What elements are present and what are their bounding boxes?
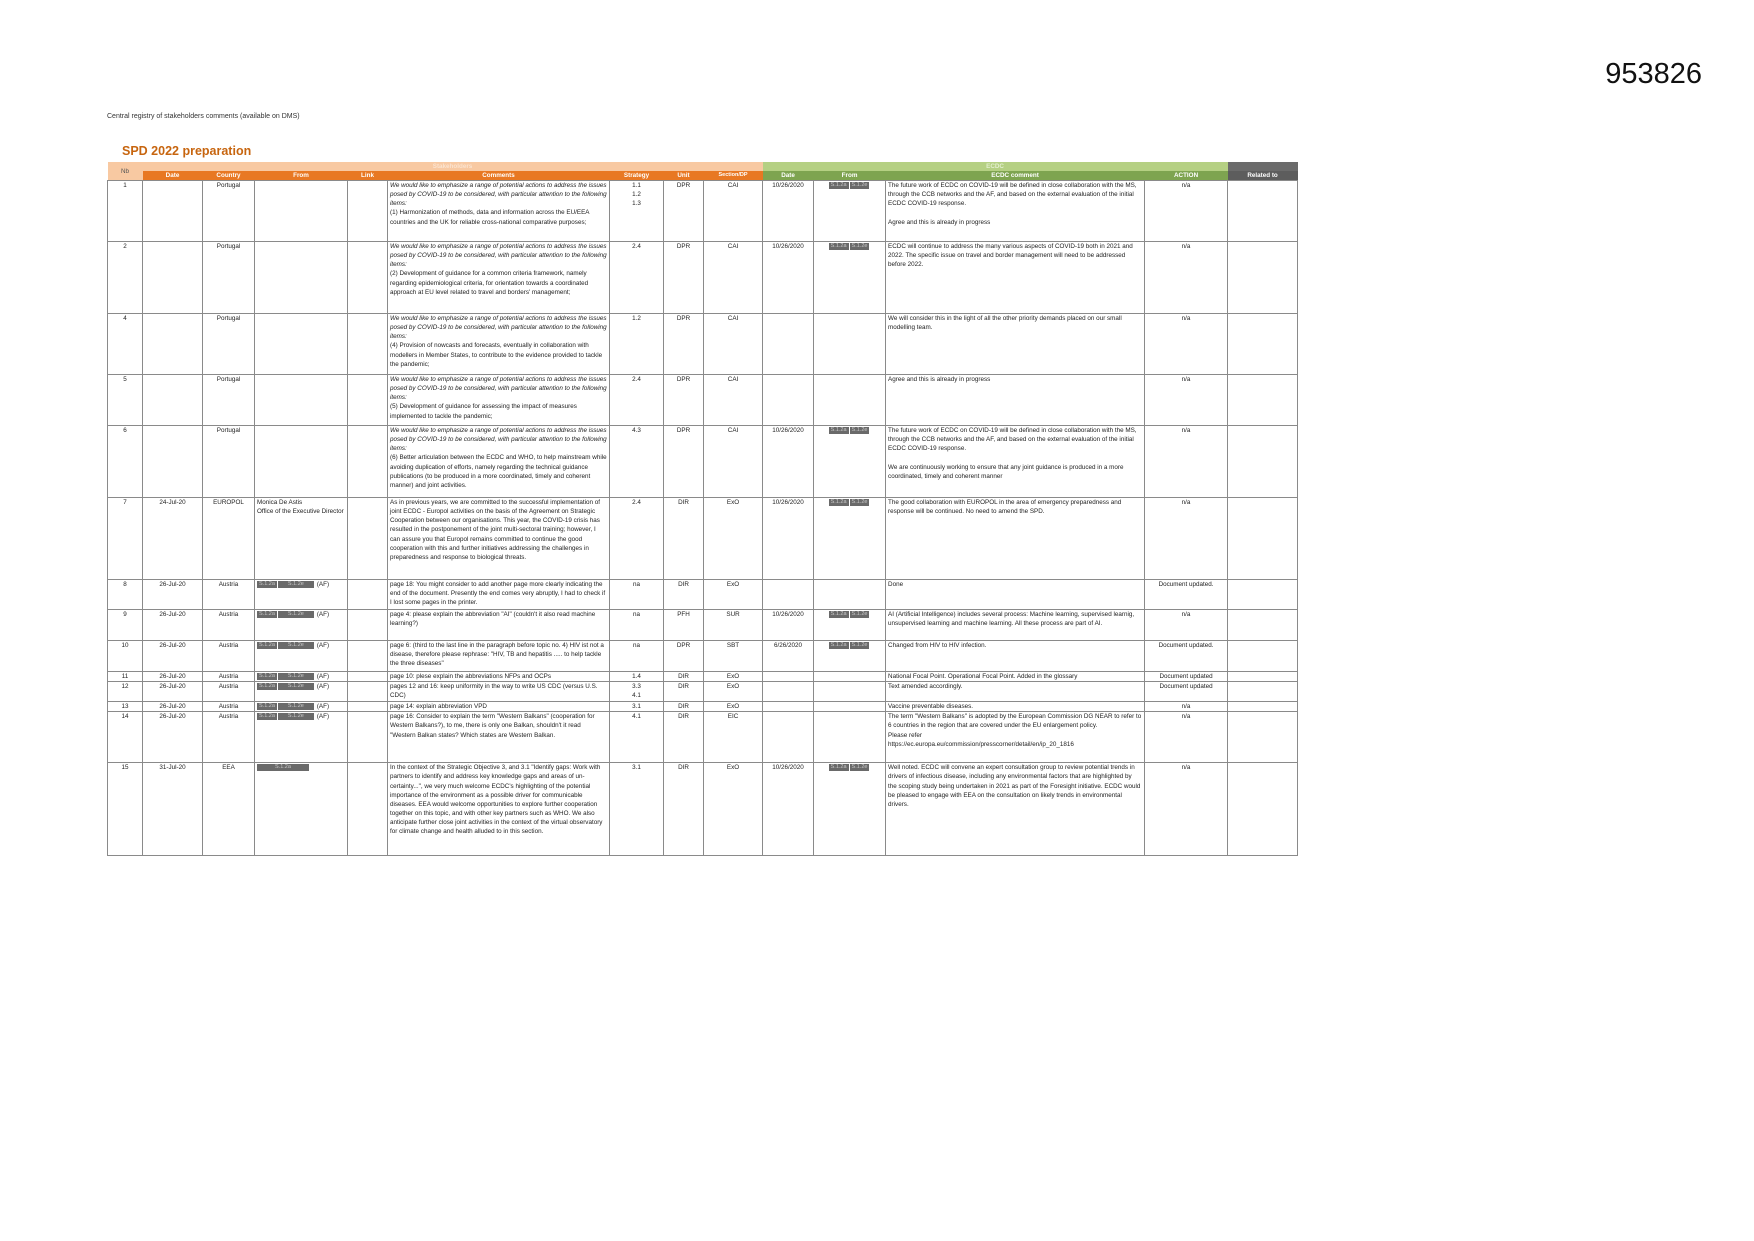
row-unit: DPR <box>664 641 704 672</box>
row-related <box>1228 682 1298 702</box>
row-action: n/a <box>1145 712 1228 763</box>
row-related <box>1228 314 1298 375</box>
row-section: ExO <box>704 682 763 702</box>
row-action: n/a <box>1145 498 1228 580</box>
row-comment <box>388 641 610 672</box>
row-ecdc-from <box>814 181 886 242</box>
header-unit: Unit <box>664 171 704 181</box>
redaction-box: S.1.2e <box>851 242 868 249</box>
row-unit: DIR <box>664 580 704 610</box>
row-from <box>255 610 348 641</box>
row-date <box>143 181 203 242</box>
row-nb: 14 <box>108 712 143 763</box>
redaction-box: S.1.2e <box>278 703 314 710</box>
row-section: ExO <box>704 580 763 610</box>
row-section: CAI <box>704 375 763 426</box>
row-from <box>255 314 348 375</box>
row-country: EUROPOL <box>203 498 255 580</box>
row-date <box>143 242 203 314</box>
table-row <box>108 641 1298 672</box>
header-ecdc-date: Date <box>763 171 814 181</box>
comment-intro: We would like to emphasize a range of potential actions to address the issues posed by COVID-19 to be considered, with particular attention to the following items: <box>390 376 607 402</box>
comment-body: (2) Development of guidance for a common criteria framework, namely regarding epidemiological criteria, for orientation towards a coordinated approach at EU level related to travel and borders' management; <box>390 270 589 296</box>
from-af-label: (AF) <box>316 683 330 691</box>
header-ecdc-from: From <box>814 171 886 181</box>
row-link <box>348 314 388 375</box>
row-action: Document updated. <box>1145 641 1228 672</box>
header-ecdc-comment: ECDC comment <box>886 171 1145 181</box>
row-action: n/a <box>1145 314 1228 375</box>
row-action: n/a <box>1145 426 1228 498</box>
redaction-box: S.1.2e <box>278 642 314 649</box>
row-country: EEA <box>203 763 255 856</box>
row-comment <box>388 763 610 856</box>
row-date: 26-Jul-20 <box>143 610 203 641</box>
row-link <box>348 641 388 672</box>
row-country: Austria <box>203 580 255 610</box>
row-comment <box>388 181 610 242</box>
comment-body: (1) Harmonization of methods, data and information across the EU/EEA countries and the UK for reliable cross-national comparative purposes; <box>390 209 590 226</box>
row-unit: DIR <box>664 498 704 580</box>
row-action: n/a <box>1145 242 1228 314</box>
table-row <box>108 242 1298 314</box>
row-ecdc-comment: ECDC will continue to address the many various aspects of COVID-19 both in 2021 and 2022. The specific issue on travel and border management will need to be addressed before 2022. <box>886 242 1145 314</box>
row-country: Austria <box>203 672 255 682</box>
header-action: ACTION <box>1145 171 1228 181</box>
row-comment <box>388 498 610 580</box>
header-nb: Nb <box>108 162 143 181</box>
from-af-label: (AF) <box>316 713 330 721</box>
row-ecdc-comment: Well noted. ECDC will convene an expert consultation group to review potential trends in drivers of infectious disease, including any environmental factors that are highlighted by the scoping study being undertaken in 2021 as part of the Foresight initiative. ECDC would be pleased to engage with EEA on the consultation on likely trends in environmental drivers. <box>886 763 1145 856</box>
row-nb: 10 <box>108 641 143 672</box>
row-ecdc-comment: Done <box>886 580 1145 610</box>
row-action: Document updated <box>1145 672 1228 682</box>
page-title: SPD 2022 preparation <box>122 144 252 158</box>
row-unit: DIR <box>664 712 704 763</box>
table-row <box>108 426 1298 498</box>
row-country: Austria <box>203 712 255 763</box>
row-section: ExO <box>704 672 763 682</box>
row-ecdc-comment: Changed from HIV to HIV infection. <box>886 641 1145 672</box>
row-comment <box>388 682 610 702</box>
row-comment <box>388 242 610 314</box>
row-ecdc-comment: National Focal Point. Operational Focal Point. Added in the glossary <box>886 672 1145 682</box>
table-row <box>108 712 1298 763</box>
row-strategy: na <box>610 580 664 610</box>
row-country: Portugal <box>203 375 255 426</box>
row-nb: 6 <box>108 426 143 498</box>
row-from: Monica De Astis Office of the Executive Director <box>255 498 348 580</box>
row-ecdc-date: 10/26/2020 <box>763 610 814 641</box>
row-country: Austria <box>203 702 255 712</box>
row-section: ExO <box>704 498 763 580</box>
row-action: Document updated <box>1145 682 1228 702</box>
row-from <box>255 242 348 314</box>
row-comment <box>388 610 610 641</box>
row-ecdc-comment: The good collaboration with EUROPOL in the area of emergency preparedness and response will be continued. No need to amend the SPD. <box>886 498 1145 580</box>
row-from <box>255 672 348 682</box>
header-group-related <box>1228 162 1298 171</box>
registry-subtitle: Central registry of stakeholders comments (available on DMS) <box>107 113 300 120</box>
row-from <box>255 712 348 763</box>
row-comment <box>388 314 610 375</box>
row-link <box>348 375 388 426</box>
redaction-box: S.1.2e <box>851 181 868 188</box>
redaction-box: S.1.2e <box>278 713 314 720</box>
table-row <box>108 682 1298 702</box>
row-date: 26-Jul-20 <box>143 580 203 610</box>
row-date <box>143 426 203 498</box>
from-af-label: (AF) <box>316 673 330 680</box>
row-ecdc-from <box>814 712 886 763</box>
row-ecdc-date: 10/26/2020 <box>763 181 814 242</box>
row-link <box>348 426 388 498</box>
table-body <box>108 181 1298 856</box>
row-nb: 5 <box>108 375 143 426</box>
row-from <box>255 375 348 426</box>
row-related <box>1228 426 1298 498</box>
row-related <box>1228 712 1298 763</box>
header-group-ecdc: ECDC <box>763 162 1228 171</box>
table-row <box>108 610 1298 641</box>
table-row <box>108 580 1298 610</box>
row-ecdc-comment: Agree and this is already in progress <box>886 375 1145 426</box>
row-date: 26-Jul-20 <box>143 682 203 702</box>
row-section: SUR <box>704 610 763 641</box>
row-section: CAI <box>704 314 763 375</box>
comment-body: page 6: (third to the last line in the paragraph before topic no. 4) HIV ist not a disease, therefore please rephrase: "HIV, TB and hepatitis ..... to help tackle the three diseases" <box>390 642 604 668</box>
row-comment <box>388 580 610 610</box>
row-date <box>143 314 203 375</box>
redaction-box: S.1.2a <box>830 641 847 648</box>
row-ecdc-from <box>814 610 886 641</box>
row-ecdc-comment: Vaccine preventable diseases. <box>886 702 1145 712</box>
row-strategy: 4.1 <box>610 712 664 763</box>
row-strategy: 2.4 <box>610 242 664 314</box>
redaction-box: S.1.2a <box>259 672 275 679</box>
comment-body: page 10: plese explain the abbreviations NFPs and OCPs <box>390 673 552 680</box>
row-ecdc-comment: We will consider this in the light of all the other priority demands placed on our small modelling team. <box>886 314 1145 375</box>
row-strategy: 1.2 <box>610 314 664 375</box>
redaction-box: S.1.2a <box>830 426 847 433</box>
redaction-box: S.1.2a <box>830 242 847 249</box>
row-country: Portugal <box>203 314 255 375</box>
row-ecdc-date <box>763 314 814 375</box>
comment-body: page 16: Consider to explain the term "Western Balkans" (cooperation for Western Balkans?), to me, there is only one Balkan, shouldn't it read "Western Balkan states? Which states are Western Balkan. <box>390 713 595 739</box>
row-date: 26-Jul-20 <box>143 672 203 682</box>
redaction-box: S.1.2e <box>851 641 868 648</box>
comments-table <box>107 162 1298 856</box>
redaction-box: S.1.2e <box>278 611 314 618</box>
row-related <box>1228 763 1298 856</box>
row-link <box>348 682 388 702</box>
comment-body: page 18: You might consider to add another page more clearly indicating the end of the document. Presently the end comes very abruptly, I had to check if I lost some pages in the printer. <box>390 581 606 607</box>
document-number: 953826 <box>1605 58 1702 90</box>
row-nb: 2 <box>108 242 143 314</box>
comment-body: pages 12 and 16: keep uniformity in the way to write US CDC (versus U.S. CDC) <box>390 683 598 700</box>
from-af-label: (AF) <box>316 581 330 588</box>
redaction-box: S.1.2e <box>278 683 314 690</box>
redaction-box: S.1.2e <box>851 764 868 771</box>
row-ecdc-from <box>814 682 886 702</box>
header-group-stakeholders: Stakeholders <box>143 162 763 171</box>
row-strategy: 2.4 <box>610 375 664 426</box>
row-nb: 15 <box>108 763 143 856</box>
row-unit: DPR <box>664 181 704 242</box>
table-row <box>108 375 1298 426</box>
row-action: Document updated. <box>1145 580 1228 610</box>
header-from: From <box>255 171 348 181</box>
comment-body: In the context of the Strategic Objective 3, and 3.1 "Identify gaps: Work with partners to identify and address key knowledge gaps and areas of un-certainty...", we very much welcome ECDC's highlighting of the potential importance of the environment as a possible driver for communicable diseases. EEA would welcome opportunities to explore further cooperation together on this topic, and with other key partners such as WHO. We also anticipate further close joint activities in the context of the virtual observatory for climate change and health alluded to in this section. <box>390 764 603 836</box>
row-ecdc-from <box>814 242 886 314</box>
row-ecdc-date <box>763 672 814 682</box>
row-related <box>1228 181 1298 242</box>
header-link: Link <box>348 171 388 181</box>
row-date: 31-Jul-20 <box>143 763 203 856</box>
row-action: n/a <box>1145 610 1228 641</box>
redaction-box: S.1.2a <box>259 682 275 689</box>
table-row <box>108 181 1298 242</box>
row-related <box>1228 580 1298 610</box>
row-ecdc-from <box>814 763 886 856</box>
row-unit: DPR <box>664 426 704 498</box>
row-action: n/a <box>1145 702 1228 712</box>
row-from <box>255 702 348 712</box>
row-ecdc-from <box>814 672 886 682</box>
row-ecdc-from <box>814 426 886 498</box>
row-date: 26-Jul-20 <box>143 641 203 672</box>
row-section: SBT <box>704 641 763 672</box>
row-unit: DIR <box>664 702 704 712</box>
row-nb: 7 <box>108 498 143 580</box>
row-ecdc-from <box>814 641 886 672</box>
redaction-box: S.1.2e <box>278 581 314 588</box>
row-unit: DIR <box>664 763 704 856</box>
header-related: Related to <box>1228 171 1298 181</box>
row-from <box>255 426 348 498</box>
redaction-box: S.1.2a <box>259 641 275 648</box>
row-unit: DIR <box>664 682 704 702</box>
row-from <box>255 763 348 856</box>
row-ecdc-date <box>763 580 814 610</box>
row-related <box>1228 702 1298 712</box>
row-ecdc-date: 6/26/2020 <box>763 641 814 672</box>
comment-body: (6) Better articulation between the ECDC and WHO, to help mainstream while avoiding duplication of efforts, namely regarding the technical guidance publications (to be produced in a more coordinated, timely and coherent manner) and joint activities. <box>390 454 607 489</box>
row-nb: 4 <box>108 314 143 375</box>
redaction-box: S.1.2a <box>259 713 275 720</box>
row-ecdc-from <box>814 314 886 375</box>
row-country: Austria <box>203 682 255 702</box>
row-strategy: 4.3 <box>610 426 664 498</box>
row-ecdc-from <box>814 580 886 610</box>
row-related <box>1228 641 1298 672</box>
row-comment <box>388 712 610 763</box>
row-related <box>1228 375 1298 426</box>
redaction-box: S.1.2e <box>851 610 868 617</box>
row-link <box>348 702 388 712</box>
from-af-label: (AF) <box>316 703 330 711</box>
redaction-box: S.1.2a <box>830 764 847 771</box>
comment-body: (4) Provision of nowcasts and forecasts, eventually in collaboration with modellers in Member States, to contribute to the evidence provided to tackle the pandemic; <box>390 342 603 368</box>
row-unit: PFH <box>664 610 704 641</box>
comment-body: page 14: explain abbreviation VPD <box>390 703 487 711</box>
header-section: Section/DP <box>704 171 763 181</box>
row-section: EIC <box>704 712 763 763</box>
row-related <box>1228 610 1298 641</box>
row-comment <box>388 375 610 426</box>
row-country: Austria <box>203 610 255 641</box>
row-nb: 13 <box>108 702 143 712</box>
table-row <box>108 672 1298 682</box>
table-row <box>108 498 1298 580</box>
row-link <box>348 763 388 856</box>
row-country: Portugal <box>203 242 255 314</box>
row-link <box>348 242 388 314</box>
row-link <box>348 498 388 580</box>
row-country: Portugal <box>203 181 255 242</box>
row-date: 24-Jul-20 <box>143 498 203 580</box>
row-action: n/a <box>1145 375 1228 426</box>
comment-intro: We would like to emphasize a range of potential actions to address the issues posed by COVID-19 to be considered, with particular attention to the following items: <box>390 182 607 208</box>
from-af-label: (AF) <box>316 611 330 618</box>
row-from <box>255 641 348 672</box>
row-strategy: 3.1 <box>610 763 664 856</box>
row-ecdc-comment: The future work of ECDC on COVID-19 will be defined in close collaboration with the MS, through the CCB networks and the AF, and based on the external evaluation of the initial ECDC COVID-19 response. Agree and this is already in progress <box>886 181 1145 242</box>
table-row <box>108 702 1298 712</box>
comment-body: (5) Development of guidance for assessing the impact of measures implemented to tackle the pandemic; <box>390 403 577 420</box>
row-ecdc-from <box>814 375 886 426</box>
row-strategy: 3.3 4.1 <box>610 682 664 702</box>
comment-body: As in previous years, we are committed to the successful implementation of joint ECDC - Europol activities on the basis of the Agreement on Strategic Cooperation between our organisations. This year, the COVID-19 crisis has resulted in the postponement of the joint multi-sectoral training; however, I can assure you that Europol remains committed to continue the good cooperation with this and further initiatives addressing the challenges in preparedness and response to biological threats. <box>390 499 600 561</box>
header-strategy: Strategy <box>610 171 664 181</box>
row-unit: DIR <box>664 672 704 682</box>
table-row <box>108 314 1298 375</box>
row-link <box>348 580 388 610</box>
from-af-label: (AF) <box>316 642 330 649</box>
row-nb: 8 <box>108 580 143 610</box>
row-strategy: 1.1 1.2 1.3 <box>610 181 664 242</box>
row-ecdc-date <box>763 712 814 763</box>
redaction-box: S.1.2a <box>257 764 309 771</box>
row-from <box>255 682 348 702</box>
row-section: CAI <box>704 426 763 498</box>
row-from <box>255 580 348 610</box>
row-date: 26-Jul-20 <box>143 702 203 712</box>
row-ecdc-date <box>763 375 814 426</box>
row-comment <box>388 426 610 498</box>
comment-intro: We would like to emphasize a range of potential actions to address the issues posed by COVID-19 to be considered, with particular attention to the following items: <box>390 243 607 269</box>
header-country: Country <box>203 171 255 181</box>
row-ecdc-comment: AI (Artificial Intelligence) includes several process: Machine learning, supervised learnig, unsupervised learning and machine learning. All these process are part of AI. <box>886 610 1145 641</box>
row-ecdc-date: 10/26/2020 <box>763 763 814 856</box>
row-comment <box>388 702 610 712</box>
row-action: n/a <box>1145 763 1228 856</box>
row-strategy: 1.4 <box>610 672 664 682</box>
header-date: Date <box>143 171 203 181</box>
row-unit: DPR <box>664 375 704 426</box>
row-ecdc-date: 10/26/2020 <box>763 426 814 498</box>
row-strategy: na <box>610 641 664 672</box>
redaction-box: S.1.2a <box>830 181 847 188</box>
row-ecdc-date: 10/26/2020 <box>763 242 814 314</box>
row-section: ExO <box>704 702 763 712</box>
row-nb: 1 <box>108 181 143 242</box>
row-related <box>1228 498 1298 580</box>
redaction-box: S.1.2a <box>259 580 275 587</box>
row-action: n/a <box>1145 181 1228 242</box>
comment-intro: We would like to emphasize a range of potential actions to address the issues posed by COVID-19 to be considered, with particular attention to the following items: <box>390 315 607 341</box>
row-unit: DPR <box>664 314 704 375</box>
row-comment <box>388 672 610 682</box>
row-nb: 12 <box>108 682 143 702</box>
row-nb: 9 <box>108 610 143 641</box>
row-strategy: na <box>610 610 664 641</box>
row-nb: 11 <box>108 672 143 682</box>
table-row <box>108 763 1298 856</box>
row-ecdc-date: 10/26/2020 <box>763 498 814 580</box>
comment-intro: We would like to emphasize a range of potential actions to address the issues posed by COVID-19 to be considered, with particular attention to the following items: <box>390 427 607 453</box>
redaction-box: S.1.2a <box>259 610 275 617</box>
row-link <box>348 610 388 641</box>
redaction-box: S.1.2e <box>851 498 868 505</box>
row-ecdc-comment: Text amended accordingly. <box>886 682 1145 702</box>
row-section: CAI <box>704 181 763 242</box>
comment-body: page 4: please explain the abbreviation "AI" (couldn't it also read machine learning?) <box>390 611 596 628</box>
row-related <box>1228 242 1298 314</box>
row-from <box>255 181 348 242</box>
row-ecdc-from <box>814 498 886 580</box>
row-unit: DPR <box>664 242 704 314</box>
redaction-box: S.1.2e <box>851 426 868 433</box>
row-date <box>143 375 203 426</box>
header-comments: Comments <box>388 171 610 181</box>
redaction-box: S.1.2a <box>259 702 275 709</box>
row-date: 26-Jul-20 <box>143 712 203 763</box>
redaction-box: S.1.2a <box>830 498 847 505</box>
row-ecdc-comment: The term "Western Balkans" is adopted by the European Commission DG NEAR to refer to 6 countries in the region that are covered under the EU enlargement policy. Please refer https://ec.europa.eu/commission/presscorner/detail/en/ip_20_1816 <box>886 712 1145 763</box>
row-ecdc-date <box>763 702 814 712</box>
row-link <box>348 181 388 242</box>
row-ecdc-comment: The future work of ECDC on COVID-19 will be defined in close collaboration with the MS, through the CCB networks and the AF, and based on the external evaluation of the initial ECDC COVID-19 response. We are continuously working to ensure that any joint guidance is produced in a more coordinated, timely and coherent manner <box>886 426 1145 498</box>
row-country: Austria <box>203 641 255 672</box>
row-strategy: 2.4 <box>610 498 664 580</box>
row-ecdc-from <box>814 702 886 712</box>
row-section: ExO <box>704 763 763 856</box>
row-country: Portugal <box>203 426 255 498</box>
redaction-box: S.1.2e <box>278 673 314 680</box>
row-link <box>348 712 388 763</box>
row-section: CAI <box>704 242 763 314</box>
row-related <box>1228 672 1298 682</box>
row-strategy: 3.1 <box>610 702 664 712</box>
row-link <box>348 672 388 682</box>
redaction-box: S.1.2a <box>830 610 847 617</box>
row-ecdc-date <box>763 682 814 702</box>
